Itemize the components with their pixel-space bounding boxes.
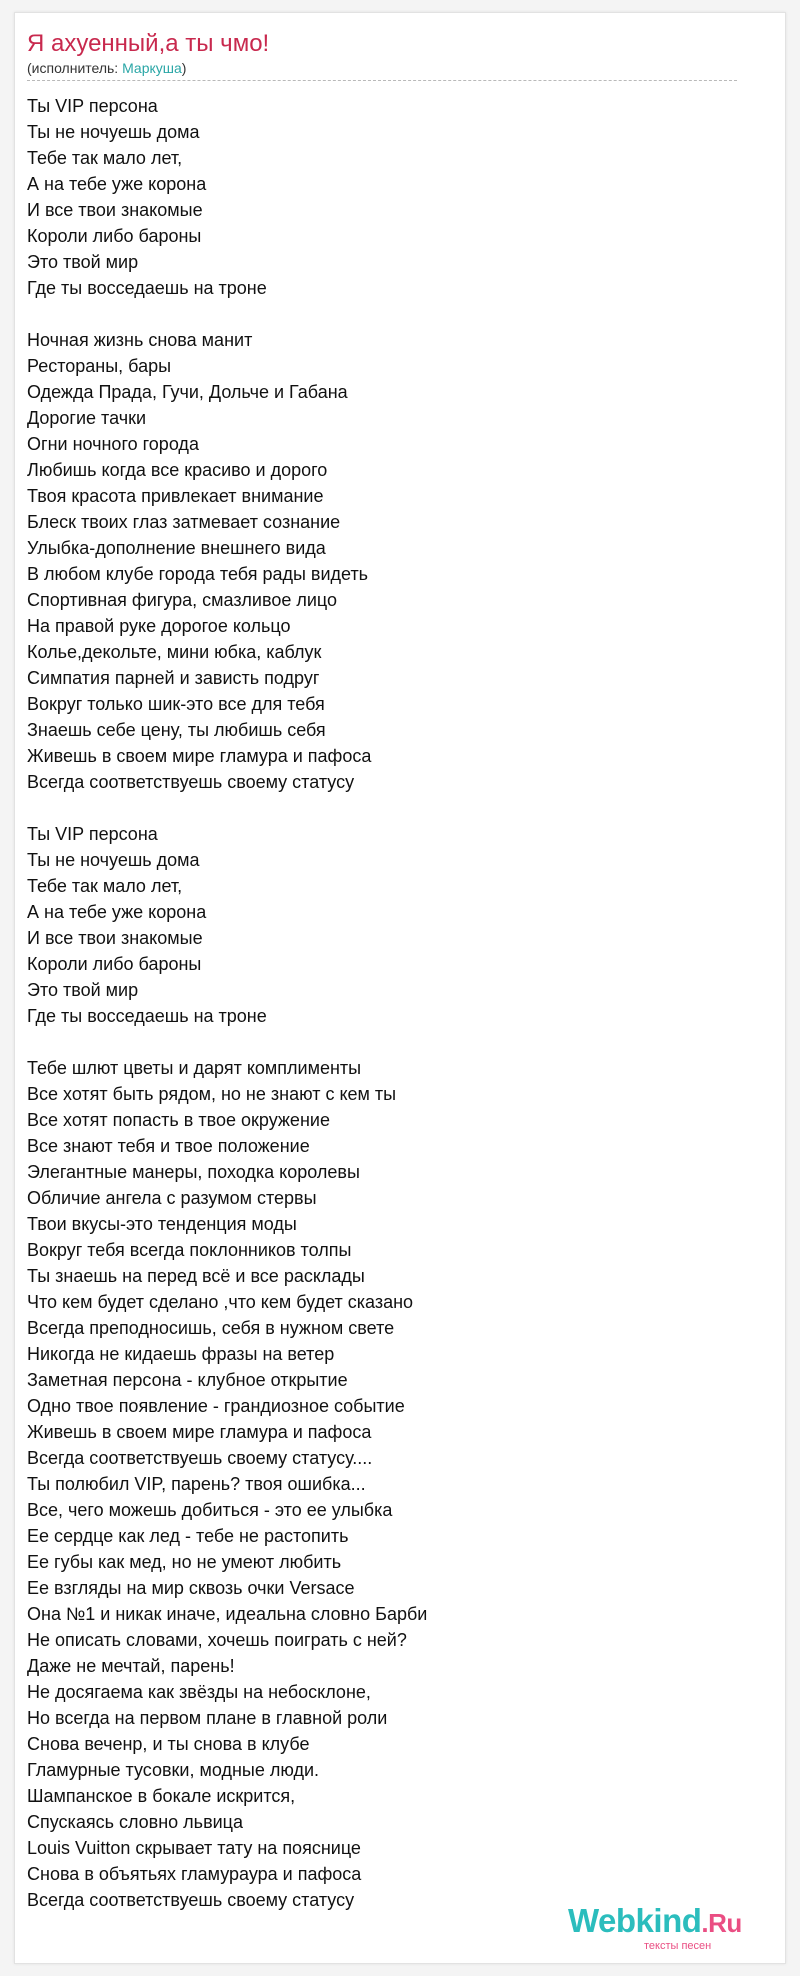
- lyric-line: Ночная жизнь снова манит: [27, 330, 253, 350]
- lyrics-stanza: [27, 1055, 747, 1913]
- performer-line: [27, 60, 186, 76]
- lyric-line: Улыбка-дополнение внешнего вида: [27, 538, 326, 558]
- lyric-line: Ее сердце как лед - тебе не растопить: [27, 1526, 349, 1546]
- lyric-line: Всегда соответствуешь своему статусу: [27, 772, 355, 792]
- lyric-line: Где ты восседаешь на троне: [27, 1006, 267, 1026]
- lyrics-stanza: [27, 821, 747, 1029]
- lyric-line: Шампанское в бокале искрится,: [27, 1786, 296, 1806]
- logo-tld: .Ru: [701, 1908, 742, 1938]
- lyric-line: На правой руке дорогое кольцо: [27, 616, 291, 636]
- lyric-line: Спускаясь словно львица: [27, 1812, 243, 1832]
- lyric-line: Никогда не кидаешь фразы на ветер: [27, 1344, 335, 1364]
- header-divider: [27, 80, 737, 81]
- lyric-line: Огни ночного города: [27, 434, 199, 454]
- lyric-line: Симпатия парней и зависть подруг: [27, 668, 320, 688]
- lyric-line: Любишь когда все красиво и дорого: [27, 460, 328, 480]
- lyric-line: Она №1 и никак иначе, идеальна словно Барби: [27, 1604, 428, 1624]
- lyric-line: Тебе так мало лет,: [27, 876, 183, 896]
- lyric-line: Вокруг тебя всегда поклонников толпы: [27, 1240, 352, 1260]
- lyric-line: Но всегда на первом плане в главной роли: [27, 1708, 388, 1728]
- lyrics-stanza: [27, 93, 747, 301]
- lyric-line: Блеск твоих глаз затмевает сознание: [27, 512, 341, 532]
- lyric-line: Всегда преподносишь, себя в нужном свете: [27, 1318, 395, 1338]
- lyric-line: Колье,декольте, мини юбка, каблук: [27, 642, 322, 662]
- lyric-line: Не описать словами, хочешь поиграть с ней?: [27, 1630, 407, 1650]
- lyric-line: Ты не ночуешь дома: [27, 850, 200, 870]
- lyric-line: Дорогие тачки: [27, 408, 147, 428]
- performer-prefix: (исполнитель:: [27, 60, 123, 76]
- lyric-line: Рестораны, бары: [27, 356, 172, 376]
- lyric-line: Не досягаема как звёзды на небосклоне,: [27, 1682, 371, 1702]
- lyric-line: Даже не мечтай, парень!: [27, 1656, 235, 1676]
- lyric-line: Ты не ночуешь дома: [27, 122, 200, 142]
- lyric-line: Снова веченр, и ты снова в клубе: [27, 1734, 310, 1754]
- lyric-line: Одно твое появление - грандиозное событие: [27, 1396, 405, 1416]
- lyric-line: А на тебе уже корона: [27, 174, 207, 194]
- lyric-line: Ты знаешь на перед всё и все расклады: [27, 1266, 365, 1286]
- lyrics-body: [27, 93, 747, 1939]
- lyric-line: Все хотят попасть в твое окружение: [27, 1110, 330, 1130]
- lyrics-stanza: [27, 327, 747, 795]
- lyric-line: Louis Vuitton скрывает тату на пояснице: [27, 1838, 361, 1858]
- lyric-line: Где ты восседаешь на троне: [27, 278, 267, 298]
- lyric-line: Это твой мир: [27, 252, 139, 272]
- lyric-line: Одежда Прада, Гучи, Дольче и Габана: [27, 382, 348, 402]
- logo-tagline: тексты песен: [644, 1940, 712, 1952]
- lyric-line: Все, чего можешь добиться - это ее улыбка: [27, 1500, 393, 1520]
- lyric-line: Спортивная фигура, смазливое лицо: [27, 590, 338, 610]
- lyric-line: Всегда соответствуешь своему статусу....: [27, 1448, 373, 1468]
- lyric-line: Заметная персона - клубное открытие: [27, 1370, 348, 1390]
- lyric-line: Снова в объятьях гламураура и пафоса: [27, 1864, 362, 1884]
- performer-link[interactable]: Маркуша: [122, 60, 182, 76]
- lyric-line: Все хотят быть рядом, но не знают с кем ты: [27, 1084, 397, 1104]
- lyric-line: Элегантные манеры, походка королевы: [27, 1162, 360, 1182]
- lyric-line: Твоя красота привлекает внимание: [27, 486, 324, 506]
- lyric-line: Это твой мир: [27, 980, 139, 1000]
- lyric-line: Ее губы как мед, но не умеют любить: [27, 1552, 342, 1572]
- song-title: Я ахуенный,а ты чмо!: [27, 30, 270, 57]
- lyric-line: Ее взгляды на мир сквозь очки Versace: [27, 1578, 355, 1598]
- lyric-line: Тебе шлют цветы и дарят комплименты: [27, 1058, 362, 1078]
- lyric-line: В любом клубе города тебя рады видеть: [27, 564, 369, 584]
- lyric-line: Что кем будет сделано ,что кем будет сказано: [27, 1292, 414, 1312]
- lyric-line: Живешь в своем мире гламура и пафоса: [27, 746, 372, 766]
- lyric-line: А на тебе уже корона: [27, 902, 207, 922]
- lyric-line: Обличие ангела с разумом стервы: [27, 1188, 317, 1208]
- lyric-line: И все твои знакомые: [27, 200, 203, 220]
- lyric-line: И все твои знакомые: [27, 928, 203, 948]
- lyric-line: Ты полюбил VIP, парень? твоя ошибка...: [27, 1474, 366, 1494]
- lyric-line: Тебе так мало лет,: [27, 148, 183, 168]
- lyric-line: Знаешь себе цену, ты любишь себя: [27, 720, 326, 740]
- lyric-line: Ты VIP персона: [27, 824, 158, 844]
- lyric-line: Все знают тебя и твое положение: [27, 1136, 310, 1156]
- performer-suffix: ): [181, 60, 187, 76]
- logo-name: Webkind: [568, 1902, 702, 1939]
- lyric-line: Всегда соответствуешь своему статусу: [27, 1890, 355, 1910]
- lyric-line: Короли либо бароны: [27, 226, 202, 246]
- lyric-line: Вокруг только шик-это все для тебя: [27, 694, 325, 714]
- logo-wordmark: [568, 1902, 742, 1940]
- lyric-line: Ты VIP персона: [27, 96, 158, 116]
- lyric-line: Твои вкусы-это тенденция моды: [27, 1214, 297, 1234]
- lyric-line: Короли либо бароны: [27, 954, 202, 974]
- lyric-line: Живешь в своем мире гламура и пафоса: [27, 1422, 372, 1442]
- site-logo[interactable]: [568, 1902, 768, 1952]
- lyric-line: Гламурные тусовки, модные люди.: [27, 1760, 320, 1780]
